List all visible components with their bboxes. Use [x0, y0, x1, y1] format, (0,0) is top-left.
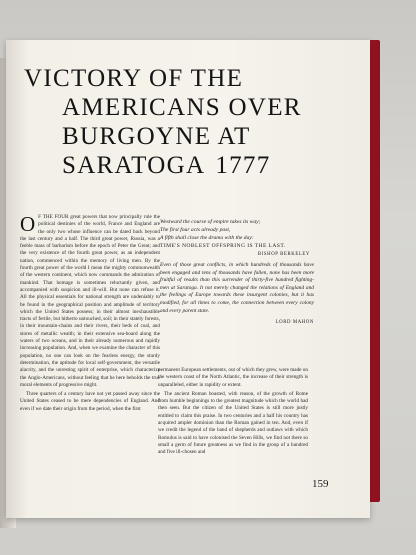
epigraph-poem: [160, 218, 310, 259]
title-year: 1777: [215, 152, 271, 179]
epigraph-line: A fifth shall close the drama with the day:: [160, 235, 254, 241]
epigraph-line: TIME'S NOBLEST OFFSPRING IS THE LAST.: [160, 243, 286, 249]
page-number: 159: [312, 478, 329, 490]
epigraph-line: The first four acts already past,: [160, 227, 231, 233]
epigraph-attribution: BISHOP BERKELEY: [257, 252, 310, 257]
epigraph-quote-attribution: LORD MAHON: [275, 320, 314, 326]
body-paragraph: The ancient Roman boasted, with reason, of the growth of Rome from humble beginnings to the greatest magnitude which the world had then seen. But the citizen of the United States is still more justly entitled to claim this praise. In two centuries and a half his country has acquired ampler dominion than the Roman gained in ten. And, even if we credit the legend of the band of shepherds and outlaws with which Romulus is said to have colonised the Seven Hills, we find not there so small a germ of future greatness as we find in the group of a hundred and five ill-chosen and: [158, 390, 308, 456]
title-line-3: BURGOYNE AT: [62, 123, 251, 150]
body-column-right: [158, 367, 308, 519]
title-saratoga: SARATOGA: [62, 152, 206, 179]
title-line-1: VICTORY OF THE: [24, 65, 244, 92]
epigraph-quote-text: Even of those great conflicts, in which hundreds of thousands have been engaged and tens of thousands have fallen, none has been more fruitful of results than this surrender of thirty-five hundred fighting-men at Saratoga. It not merely changed the relations of England and the feelings of Europe towards these insurgent colonies, but it has modified, for all times to come, the connection between every colony and every parent state.: [160, 262, 314, 314]
epigraph-line: Westward the course of empire takes its way;: [160, 219, 261, 225]
title-line-4: [24, 151, 344, 180]
body-paragraph: F THE FOUR great powers that now principally rule the political destinies of the world, France and England are the only two whose influence can be dated back beyond the last century and a half. The third great power, Russia, was a feeble mass of barbarism before the epoch of Peter the Great; and the very existence of the fourth great power, as an independent nation, commenced within the memory of living men. By the fourth great power of the world I mean the mighty commonwealth of the western continent, which now commands the admiration of mankind. That homage is sometimes reluctantly given, and accompanied with suspicion and ill-will. But none can refuse it. All the physical essentials for national strength are undeniably to be found in the geographical position and amplitude of territory which the United States possess; in their almost inexhaustible tracts of fertile, but hitherto untouched, soil; in their stately forests, in their mountain-chains and their rivers, their beds of coal, and stores of metallic wealth; in their extensive sea-board along the waters of two oceans, and in their already numerous and rapidly increasing population. And, when we examine the character of this population, no one can look on the fearless energy, the sturdy determination, the aptitude for local self-government, the versatile alacrity, and the unresting spirit of enterprise, which characterize the Anglo-Americans, without feeling that he here beholds the true moral elements of progressive might.: [20, 214, 160, 388]
book-page: [6, 40, 370, 518]
body-column-left: [20, 214, 160, 514]
body-paragraph: permanent European settlements, out of which they grew, were made on the western coast of the North Atlantic, the increase of their strength is unparalleled, either in rapidity or extent.: [158, 367, 308, 388]
body-paragraph: Three quarters of a century have not yet passed away since the United States ceased to be mere dependencies of England. And even if we date their origin from the period, when the first: [20, 391, 160, 412]
epigraph-quote: [160, 262, 314, 327]
chapter-title: [24, 64, 344, 180]
title-line-2: AMERICANS OVER: [62, 94, 302, 121]
drop-cap: O: [20, 214, 36, 236]
